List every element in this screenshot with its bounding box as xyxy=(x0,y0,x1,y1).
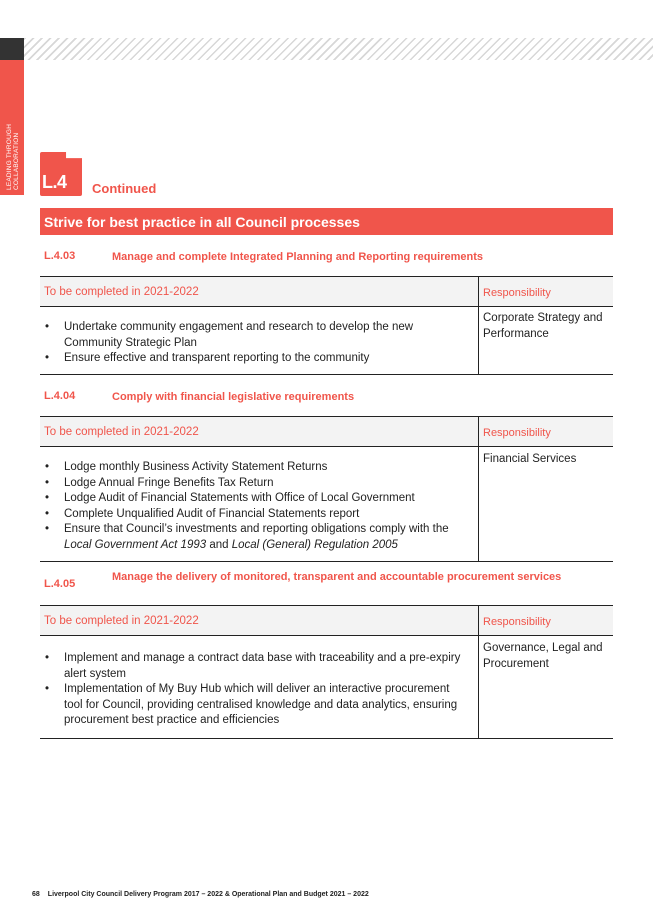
item-table xyxy=(40,276,613,375)
list-item: • Implementation of My Buy Hub which will deliver an interactive procurement tool for Council, providing centralised knowledge and data analytics, ensuring procurement best practice and efficiencies xyxy=(44,682,464,729)
task-list xyxy=(44,460,464,553)
item-code: L.4.04 xyxy=(44,390,76,402)
responsibility-value: Corporate Strategy and Performance xyxy=(483,312,603,340)
column-divider xyxy=(478,606,479,738)
item-code: L.4.05 xyxy=(44,578,76,590)
list-item: • Complete Unqualified Audit of Financial Statements report xyxy=(44,507,464,523)
page-footer xyxy=(32,891,369,898)
header-responsibility: Responsibility xyxy=(483,287,551,299)
act-name: Local Government Act 1993 xyxy=(64,538,207,551)
table-header xyxy=(40,277,613,307)
header-to-be-completed: To be completed in 2021-2022 xyxy=(44,426,199,438)
column-divider xyxy=(478,417,479,561)
header-to-be-completed: To be completed in 2021-2022 xyxy=(44,615,199,627)
side-tab-label: LEADING THROUGH COLLABORATION xyxy=(6,123,20,190)
column-divider xyxy=(478,277,479,374)
item-title: Manage and complete Integrated Planning and Reporting requirements xyxy=(112,251,483,263)
section-badge-label: L.4 xyxy=(42,172,67,192)
list-item: • Lodge Audit of Financial Statements with Office of Local Government xyxy=(44,491,464,507)
list-item: • Undertake community engagement and research to develop the new Community Strategic Plan xyxy=(44,320,464,351)
item-code: L.4.03 xyxy=(44,250,76,262)
section-banner: Strive for best practice in all Council processes xyxy=(40,208,613,235)
continued-label: Continued xyxy=(92,181,157,196)
footer-text: Liverpool City Council Delivery Program 2017 – 2022 & Operational Plan and Budget 2021 – 2022 xyxy=(47,891,369,898)
list-item: • Implement and manage a contract data base with traceability and a pre-expiry alert system xyxy=(44,651,464,682)
responsibility-value: Governance, Legal and Procurement xyxy=(483,642,603,670)
item-table xyxy=(40,605,613,739)
table-header xyxy=(40,606,613,636)
list-item: • Lodge monthly Business Activity Statement Returns xyxy=(44,460,464,476)
bullet-text: Ensure that Council’s investments and reporting obligations comply with the xyxy=(64,523,449,535)
bullet-text: and xyxy=(206,538,232,551)
page-number: 68 xyxy=(32,891,40,898)
header-responsibility: Responsibility xyxy=(483,427,551,439)
table-header xyxy=(40,417,613,447)
responsibility-value: Financial Services xyxy=(483,453,577,465)
task-list xyxy=(44,320,464,367)
list-item xyxy=(44,522,464,553)
item-title: Manage the delivery of monitored, transparent and accountable procurement services xyxy=(112,571,562,583)
side-tab-dark xyxy=(0,38,24,60)
header-responsibility: Responsibility xyxy=(483,616,551,628)
item-title: Comply with financial legislative requirements xyxy=(112,391,355,403)
header-to-be-completed: To be completed in 2021-2022 xyxy=(44,286,199,298)
list-item: • Lodge Annual Fringe Benefits Tax Return xyxy=(44,476,464,492)
task-list xyxy=(44,651,464,729)
item-table xyxy=(40,416,613,562)
decorative-hatch-band xyxy=(24,38,653,60)
regulation-name: Local (General) Regulation 2005 xyxy=(231,538,398,551)
list-item: • Ensure effective and transparent reporting to the community xyxy=(44,351,464,367)
